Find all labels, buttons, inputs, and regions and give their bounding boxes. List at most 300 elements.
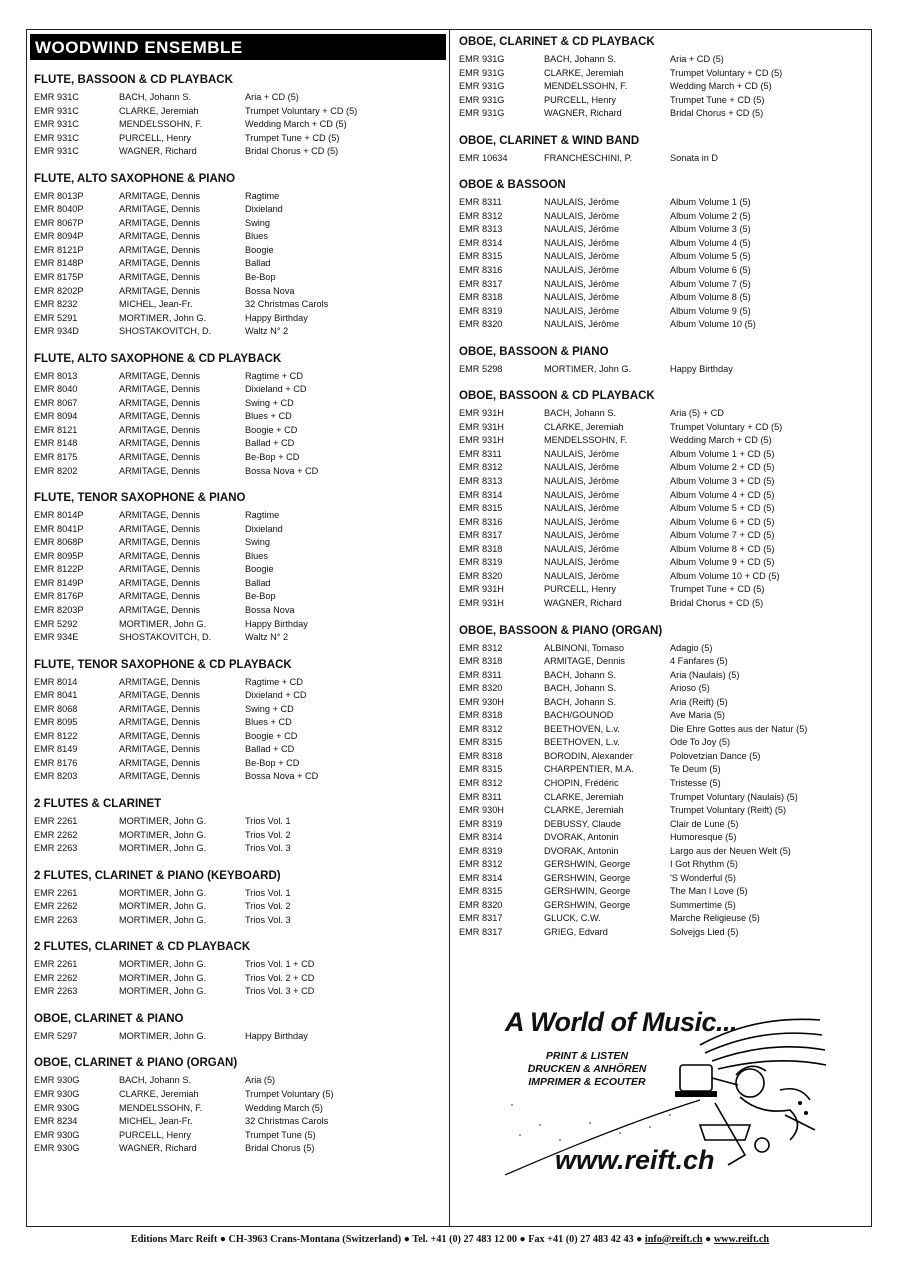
ad-line-drucken: DRUCKEN & ANHÖREN xyxy=(527,1063,647,1075)
catalog-number: EMR 8317 xyxy=(459,913,503,924)
catalog-section xyxy=(455,625,867,940)
catalog-section xyxy=(30,492,446,644)
catalog-number: EMR 8312 xyxy=(459,462,503,473)
catalog-number: EMR 8068P xyxy=(34,537,84,548)
title: Album Volume 2 + CD (5) xyxy=(670,462,775,473)
catalog-number: EMR 8122 xyxy=(34,730,78,741)
catalog-number: EMR 8148P xyxy=(34,258,84,269)
catalog-row xyxy=(34,676,446,690)
catalog-row xyxy=(34,985,446,999)
composer: NAULAIS, Jérôme xyxy=(544,210,620,221)
title: Bossa Nova + CD xyxy=(245,771,319,782)
title: Happy Birthday xyxy=(245,618,308,629)
catalog-number: EMR 931G xyxy=(459,108,505,119)
composer: BACH/GOUNOD xyxy=(544,710,614,721)
composer: ARMITAGE, Dennis xyxy=(119,577,201,588)
composer: NAULAIS, Jérôme xyxy=(544,278,620,289)
catalog-number: EMR 8318 xyxy=(459,710,503,721)
catalog-row xyxy=(459,926,867,940)
catalog-number: EMR 931G xyxy=(459,81,505,92)
composer: NAULAIS, Jérôme xyxy=(544,265,620,276)
title: Trios Vol. 1 xyxy=(245,815,291,826)
title: Album Volume 3 + CD (5) xyxy=(670,476,775,487)
catalog-number: EMR 931H xyxy=(459,421,504,432)
catalog-number: EMR 8094 xyxy=(34,411,78,422)
catalog-row xyxy=(459,237,867,251)
composer: MORTIMER, John G. xyxy=(119,901,207,912)
title: Album Volume 9 + CD (5) xyxy=(670,557,775,568)
catalog-rows xyxy=(459,363,867,377)
composer: NAULAIS, Jérôme xyxy=(544,516,620,527)
title: Album Volume 6 + CD (5) xyxy=(670,516,775,527)
title: Album Volume 4 + CD (5) xyxy=(670,489,775,500)
column-divider xyxy=(449,30,450,1226)
composer: SHOSTAKOVITCH, D. xyxy=(119,326,212,337)
title: Trios Vol. 2 xyxy=(245,829,291,840)
composer: GLUCK, C.W. xyxy=(544,913,601,924)
catalog-row xyxy=(34,631,446,645)
composer: ARMITAGE, Dennis xyxy=(119,744,201,755)
catalog-section xyxy=(30,870,446,928)
composer: MORTIMER, John G. xyxy=(119,843,207,854)
catalog-number: EMR 8067 xyxy=(34,397,78,408)
composer: ARMITAGE, Dennis xyxy=(119,452,201,463)
title: Album Volume 4 (5) xyxy=(670,237,751,248)
footer-web-link[interactable]: www.reift.ch xyxy=(713,1234,770,1245)
catalog-row xyxy=(459,682,867,696)
catalog-rows xyxy=(34,91,446,159)
catalog-row xyxy=(459,529,867,543)
composer: CHARPENTIER, M.A. xyxy=(544,764,634,775)
catalog-row xyxy=(459,475,867,489)
catalog-number: EMR 8148 xyxy=(34,438,78,449)
title: Album Volume 7 (5) xyxy=(670,278,751,289)
section-title: OBOE, BASSOON & CD PLAYBACK xyxy=(459,390,655,403)
title: Trumpet Tune + CD (5) xyxy=(670,94,765,105)
catalog-row xyxy=(34,1074,446,1088)
composer: MENDELSSOHN, F. xyxy=(544,81,628,92)
catalog-number: EMR 8320 xyxy=(459,899,503,910)
catalog-rows xyxy=(459,53,867,121)
composer: WAGNER, Richard xyxy=(544,597,622,608)
catalog-number: EMR 10634 xyxy=(459,152,508,163)
composer: MORTIMER, John G. xyxy=(119,1030,207,1041)
footer-email-link[interactable]: info@reift.ch xyxy=(644,1234,703,1245)
catalog-number: EMR 2261 xyxy=(34,815,78,826)
composer: MICHEL, Jean-Fr. xyxy=(119,299,193,310)
title: Aria (Naulais) (5) xyxy=(670,669,740,680)
composer: ARMITAGE, Dennis xyxy=(119,231,201,242)
catalog-number: EMR 5297 xyxy=(34,1030,78,1041)
catalog-number: EMR 8320 xyxy=(459,570,503,581)
composer: GRIEG, Edvard xyxy=(544,926,608,937)
catalog-number: EMR 8121P xyxy=(34,244,84,255)
catalog-number: EMR 931G xyxy=(459,94,505,105)
composer: ARMITAGE, Dennis xyxy=(119,217,201,228)
catalog-row xyxy=(459,669,867,683)
section-title: 2 FLUTES, CLARINET & PIANO (KEYBOARD) xyxy=(34,869,281,882)
title: Polovetzian Dance (5) xyxy=(670,750,761,761)
catalog-number: EMR 8318 xyxy=(459,543,503,554)
catalog-section xyxy=(30,1057,446,1155)
catalog-row xyxy=(459,223,867,237)
title: Blues xyxy=(245,231,268,242)
catalog-number: EMR 8317 xyxy=(459,926,503,937)
title: Bridal Chorus + CD (5) xyxy=(670,108,764,119)
catalog-number: EMR 931C xyxy=(34,146,79,157)
catalog-number: EMR 8316 xyxy=(459,516,503,527)
title: Boogie + CD xyxy=(245,730,298,741)
catalog-number: EMR 8312 xyxy=(459,777,503,788)
catalog-row xyxy=(34,900,446,914)
catalog-number: EMR 8203 xyxy=(34,771,78,782)
catalog-row xyxy=(34,244,446,258)
title: Happy Birthday xyxy=(245,312,308,323)
catalog-row xyxy=(459,461,867,475)
catalog-number: EMR 8312 xyxy=(459,210,503,221)
catalog-number: EMR 8095 xyxy=(34,717,78,728)
composer: DVORAK, Antonin xyxy=(544,845,619,856)
catalog-row xyxy=(34,757,446,771)
composer: ARMITAGE, Dennis xyxy=(119,550,201,561)
title: Ragtime + CD xyxy=(245,676,303,687)
catalog-row xyxy=(34,716,446,730)
catalog-row xyxy=(459,655,867,669)
composer: ARMITAGE, Dennis xyxy=(119,537,201,548)
title: Dixieland xyxy=(245,523,283,534)
title: Marche Religieuse (5) xyxy=(670,913,760,924)
catalog-row xyxy=(34,257,446,271)
title: Ave Maria (5) xyxy=(670,710,725,721)
catalog-number: EMR 8202 xyxy=(34,465,78,476)
catalog-number: EMR 8175P xyxy=(34,272,84,283)
ad-line-print: PRINT & LISTEN xyxy=(545,1050,629,1062)
title: Bridal Chorus + CD (5) xyxy=(670,597,764,608)
catalog-row xyxy=(34,285,446,299)
title: Trumpet Voluntary (5) xyxy=(245,1088,334,1099)
catalog-number: EMR 8320 xyxy=(459,683,503,694)
composer: NAULAIS, Jérôme xyxy=(544,448,620,459)
catalog-number: EMR 8176P xyxy=(34,591,84,602)
composer: WAGNER, Richard xyxy=(119,146,197,157)
catalog-number: EMR 8320 xyxy=(459,319,503,330)
catalog-number: EMR 2262 xyxy=(34,901,78,912)
catalog-number: EMR 8315 xyxy=(459,503,503,514)
composer: ARMITAGE, Dennis xyxy=(119,411,201,422)
title: Blues + CD xyxy=(245,411,292,422)
catalog-section xyxy=(455,390,867,610)
catalog-number: EMR 8014P xyxy=(34,510,84,521)
composer: ARMITAGE, Dennis xyxy=(119,424,201,435)
catalog-row xyxy=(459,434,867,448)
catalog-row xyxy=(34,132,446,146)
catalog-number: EMR 8311 xyxy=(459,448,502,459)
catalog-row xyxy=(459,872,867,886)
catalog-row xyxy=(34,730,446,744)
title: I Got Rhythm (5) xyxy=(670,859,738,870)
title: Happy Birthday xyxy=(670,363,733,374)
title: Bossa Nova + CD xyxy=(245,465,319,476)
composer: MENDELSSOHN, F. xyxy=(119,1102,203,1113)
catalog-row xyxy=(34,145,446,159)
catalog-row xyxy=(34,383,446,397)
title: 32 Christmas Carols xyxy=(245,1116,329,1127)
title: Aria + CD (5) xyxy=(670,54,724,64)
catalog-rows xyxy=(34,958,446,999)
catalog-row xyxy=(459,94,867,108)
composer: CLARKE, Jeremiah xyxy=(119,1088,199,1099)
catalog-rows xyxy=(34,190,446,339)
catalog-row xyxy=(459,318,867,332)
catalog-row xyxy=(34,509,446,523)
catalog-section xyxy=(30,353,446,478)
catalog-number: EMR 8203P xyxy=(34,604,84,615)
title: Ragtime xyxy=(245,510,280,521)
composer: BACH, Johann S. xyxy=(119,1075,192,1086)
title: Clair de Lune (5) xyxy=(670,818,739,829)
composer: CLARKE, Jeremiah xyxy=(544,421,624,432)
catalog-row xyxy=(34,743,446,757)
catalog-row xyxy=(34,1142,446,1156)
catalog-rows xyxy=(459,152,867,166)
title: Boogie xyxy=(245,564,274,575)
section-title: FLUTE, TENOR SAXOPHONE & CD PLAYBACK xyxy=(34,658,292,671)
composer: ALBINONI, Tomaso xyxy=(544,642,624,653)
catalog-number: EMR 8311 xyxy=(459,669,502,680)
title: Happy Birthday xyxy=(245,1030,308,1041)
title: Trumpet Voluntary (Naulais) (5) xyxy=(670,791,798,802)
catalog-row xyxy=(34,91,446,105)
composer: ARMITAGE, Dennis xyxy=(119,591,201,602)
catalog-rows xyxy=(34,370,446,478)
title: 4 Fanfares (5) xyxy=(670,656,728,667)
composer: BACH, Johann S. xyxy=(544,669,617,680)
catalog-section xyxy=(30,941,446,999)
catalog-number: EMR 930H xyxy=(459,696,504,707)
section-title: OBOE, BASSOON & PIANO xyxy=(459,345,609,358)
catalog-row xyxy=(34,972,446,986)
catalog-rows xyxy=(34,1074,446,1155)
composer: MORTIMER, John G. xyxy=(119,312,207,323)
catalog-number: EMR 8313 xyxy=(459,224,503,235)
composer: NAULAIS, Jérôme xyxy=(544,530,620,541)
catalog-number: EMR 8013P xyxy=(34,190,84,201)
catalog-row xyxy=(34,1030,446,1044)
catalog-row xyxy=(34,312,446,326)
catalog-number: EMR 8312 xyxy=(459,642,503,653)
catalog-section xyxy=(30,1013,446,1044)
catalog-row xyxy=(34,887,446,901)
footer xyxy=(0,1234,900,1245)
catalog-row xyxy=(459,264,867,278)
catalog-row xyxy=(459,570,867,584)
catalog-number: EMR 8041P xyxy=(34,523,84,534)
title: Trumpet Tune + CD (5) xyxy=(245,132,340,143)
title: Boogie xyxy=(245,244,274,255)
catalog-row xyxy=(34,842,446,856)
composer: ARMITAGE, Dennis xyxy=(119,204,201,215)
title: Trumpet Voluntary + CD (5) xyxy=(245,105,358,116)
title: Swing + CD xyxy=(245,397,294,408)
catalog-number: EMR 8121 xyxy=(34,424,78,435)
catalog-rows xyxy=(34,1030,446,1044)
catalog-number: EMR 8176 xyxy=(34,757,78,768)
title: Aria (Reift) (5) xyxy=(670,696,728,707)
catalog-number: EMR 930G xyxy=(34,1102,80,1113)
composer: NAULAIS, Jérôme xyxy=(544,292,620,303)
catalog-number: EMR 8319 xyxy=(459,557,503,568)
catalog-number: EMR 8315 xyxy=(459,764,503,775)
section-title: 2 FLUTES & CLARINET xyxy=(34,797,162,810)
catalog-row xyxy=(34,958,446,972)
composer: ARMITAGE, Dennis xyxy=(119,523,201,534)
catalog-row xyxy=(459,250,867,264)
catalog-row xyxy=(34,271,446,285)
catalog-number: EMR 2262 xyxy=(34,829,78,840)
title: Die Ehre Gottes aus der Natur (5) xyxy=(670,723,808,734)
catalog-section xyxy=(30,173,446,339)
section-title: 2 FLUTES, CLARINET & CD PLAYBACK xyxy=(34,941,251,954)
composer: ARMITAGE, Dennis xyxy=(119,244,201,255)
catalog-row xyxy=(34,618,446,632)
catalog-number: EMR 8312 xyxy=(459,723,503,734)
catalog-row xyxy=(34,536,446,550)
composer: DVORAK, Antonin xyxy=(544,832,619,843)
composer: MORTIMER, John G. xyxy=(544,363,632,374)
composer: GERSHWIN, George xyxy=(544,872,631,883)
catalog-number: EMR 8317 xyxy=(459,530,503,541)
catalog-row xyxy=(459,516,867,530)
catalog-number: EMR 8040 xyxy=(34,384,78,395)
catalog-number: EMR 931H xyxy=(459,435,504,446)
catalog-number: EMR 931C xyxy=(34,92,79,102)
composer: MORTIMER, John G. xyxy=(119,815,207,826)
composer: ARMITAGE, Dennis xyxy=(119,397,201,408)
composer: ARMITAGE, Dennis xyxy=(119,730,201,741)
title: Trios Vol. 2 xyxy=(245,901,291,912)
catalog-row xyxy=(34,105,446,119)
catalog-number: EMR 931H xyxy=(459,408,504,419)
section-title: FLUTE, ALTO SAXOPHONE & CD PLAYBACK xyxy=(34,352,282,365)
catalog-row xyxy=(459,777,867,791)
catalog-number: EMR 8068 xyxy=(34,703,78,714)
composer: NAULAIS, Jérôme xyxy=(544,570,620,581)
title: Album Volume 5 (5) xyxy=(670,251,751,262)
catalog-number: EMR 930G xyxy=(34,1088,80,1099)
catalog-number: EMR 931C xyxy=(34,105,79,116)
composer: NAULAIS, Jérôme xyxy=(544,503,620,514)
section-title: FLUTE, ALTO SAXOPHONE & PIANO xyxy=(34,172,236,185)
title: Humoresque (5) xyxy=(670,832,737,843)
ad-headline: A World of Music... xyxy=(505,1007,737,1037)
catalog-number: EMR 2263 xyxy=(34,986,78,997)
section-title: OBOE, CLARINET & PIANO (ORGAN) xyxy=(34,1057,238,1070)
catalog-rows xyxy=(459,642,867,940)
title: Album Volume 5 + CD (5) xyxy=(670,503,775,514)
catalog-section xyxy=(30,74,446,159)
title: Dixieland xyxy=(245,204,283,215)
catalog-number: EMR 8094P xyxy=(34,231,84,242)
catalog-row xyxy=(34,217,446,231)
title: The Man I Love (5) xyxy=(670,886,748,897)
catalog-number: EMR 8232 xyxy=(34,299,78,310)
catalog-row xyxy=(459,750,867,764)
composer: MENDELSSOHN, F. xyxy=(544,435,628,446)
title: Aria + CD (5) xyxy=(245,92,299,102)
catalog-row xyxy=(459,196,867,210)
title: Album Volume 2 (5) xyxy=(670,210,751,221)
catalog-number: EMR 8175 xyxy=(34,452,78,463)
title: Bossa Nova xyxy=(245,285,295,296)
composer: BACH, Johann S. xyxy=(544,696,617,707)
catalog-row xyxy=(459,107,867,121)
section-title: FLUTE, TENOR SAXOPHONE & PIANO xyxy=(34,492,246,505)
composer: ARMITAGE, Dennis xyxy=(119,690,201,701)
catalog-section xyxy=(455,135,867,166)
catalog-row xyxy=(459,543,867,557)
title: Te Deum (5) xyxy=(670,764,721,775)
advertisement xyxy=(500,1005,830,1180)
title: Ragtime xyxy=(245,190,280,201)
catalog-row xyxy=(459,278,867,292)
composer: GERSHWIN, George xyxy=(544,886,631,897)
title: Ballad xyxy=(245,577,271,588)
title: Aria (5) xyxy=(245,1075,276,1086)
catalog-number: EMR 931G xyxy=(459,54,505,64)
ad-url: www.reift.ch xyxy=(555,1145,715,1175)
banner-title: WOODWIND ENSEMBLE xyxy=(30,34,446,60)
composer: ARMITAGE, Dennis xyxy=(119,717,201,728)
title: Blues + CD xyxy=(245,717,292,728)
catalog-number: EMR 934E xyxy=(34,632,79,643)
catalog-row xyxy=(459,899,867,913)
composer: PURCELL, Henry xyxy=(119,132,191,143)
catalog-number: EMR 8149P xyxy=(34,577,84,588)
catalog-number: EMR 8319 xyxy=(459,845,503,856)
composer: NAULAIS, Jérôme xyxy=(544,489,620,500)
composer: BEETHOVEN, L.v. xyxy=(544,723,620,734)
catalog-row xyxy=(34,465,446,479)
composer: NAULAIS, Jérôme xyxy=(544,462,620,473)
catalog-number: EMR 2261 xyxy=(34,887,78,898)
catalog-number: EMR 931C xyxy=(34,119,79,130)
title: Trumpet Tune (5) xyxy=(245,1129,316,1140)
catalog-row xyxy=(459,363,867,377)
title: Album Volume 7 + CD (5) xyxy=(670,530,775,541)
title: Trios Vol. 2 + CD xyxy=(245,972,315,983)
title: Summertime (5) xyxy=(670,899,736,910)
title: Album Volume 1 (5) xyxy=(670,197,751,208)
title: 'S Wonderful (5) xyxy=(670,872,736,883)
composer: ARMITAGE, Dennis xyxy=(119,465,201,476)
composer: CLARKE, Jeremiah xyxy=(119,105,199,116)
catalog-row xyxy=(34,815,446,829)
catalog-section xyxy=(30,659,446,784)
catalog-number: EMR 930G xyxy=(34,1143,80,1154)
catalog-row xyxy=(459,421,867,435)
catalog-number: EMR 8319 xyxy=(459,818,503,829)
title: Aria (5) + CD xyxy=(670,408,724,419)
catalog-row xyxy=(459,912,867,926)
title: Tristesse (5) xyxy=(670,777,721,788)
catalog-row xyxy=(459,152,867,166)
catalog-number: EMR 8312 xyxy=(459,859,503,870)
composer: ARMITAGE, Dennis xyxy=(119,510,201,521)
catalog-number: EMR 5298 xyxy=(459,363,503,374)
catalog-number: EMR 8234 xyxy=(34,1116,78,1127)
catalog-row xyxy=(34,118,446,132)
catalog-row xyxy=(459,583,867,597)
